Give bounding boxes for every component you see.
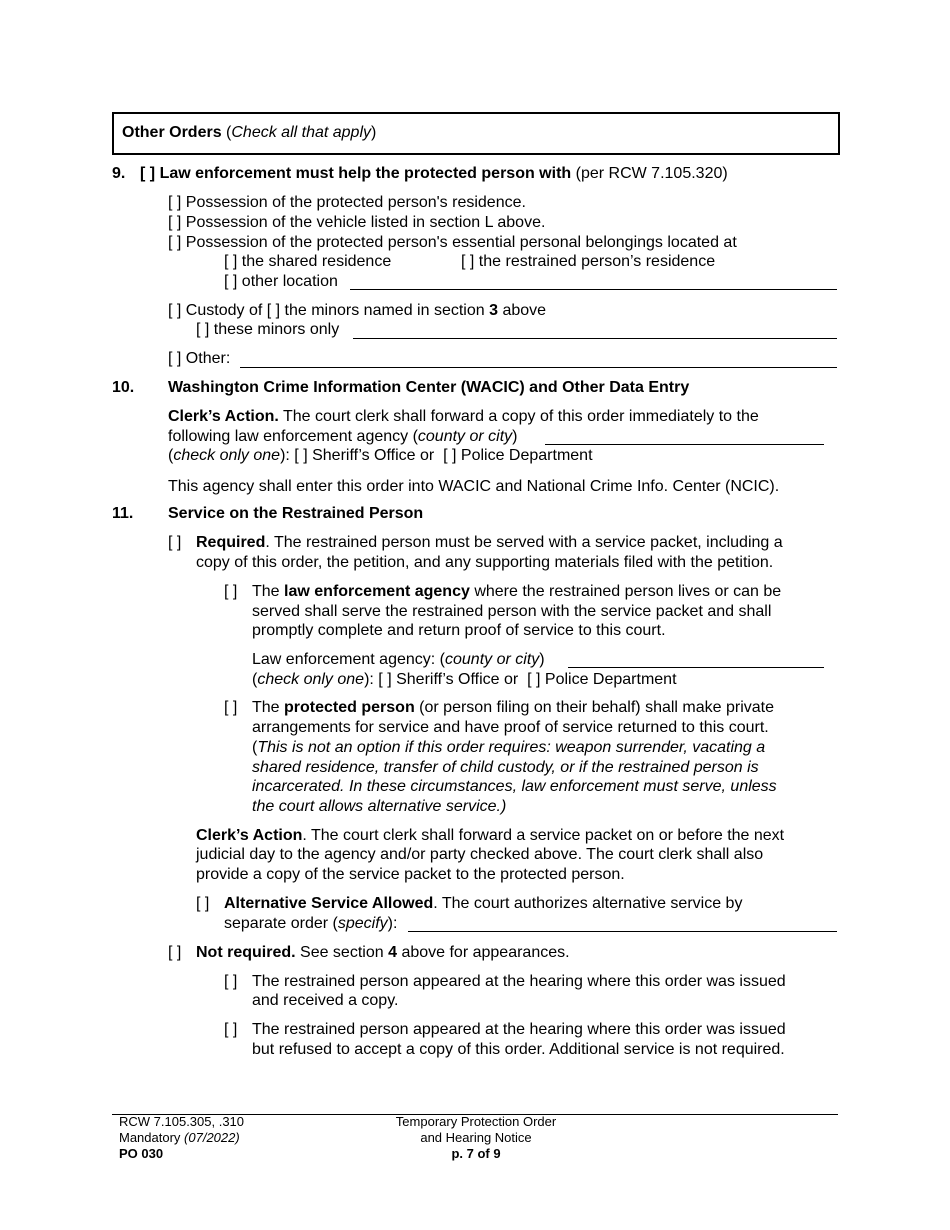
checkbox-other-location[interactable]: [ ] xyxy=(224,273,238,290)
appeared-received-line1: The restrained person appeared at the hearing where this order was issued xyxy=(252,973,786,990)
item-custody: [ ] Custody of [ ] the minors named in section 3 above xyxy=(168,302,547,319)
protected-person-line1: The protected person (or person filing on their behalf) shall make private xyxy=(252,699,775,716)
checkbox-restrained-residence[interactable]: [ ] xyxy=(461,253,475,270)
item-vehicle: [ ] Possession of the vehicle listed in section L above. xyxy=(168,214,546,231)
section-9-number: 9. xyxy=(112,165,126,182)
other-location-field[interactable] xyxy=(350,289,837,290)
protected-person-line2: arrangements for service and have proof of service returned to this court. xyxy=(252,719,769,736)
footer-left: RCW 7.105.305, .310 Mandatory (07/2022) PO 030 xyxy=(119,1114,245,1161)
le-check-line: (check only one): [ ] Sheriff’s Office or [ ] Police Department xyxy=(252,671,677,688)
checkbox-wacic-police[interactable]: [ ] xyxy=(443,447,457,464)
item-belongings: [ ] Possession of the protected person's essential personal belongings located at xyxy=(168,234,737,251)
checkbox-le-police[interactable]: [ ] xyxy=(527,671,541,688)
section-10-heading: Washington Crime Information Center (WACIC) and Other Data Entry xyxy=(168,379,690,396)
footer-center: Temporary Protection Order and Hearing Notice p. 7 of 9 xyxy=(395,1114,557,1161)
sub-shared-residence: [ ] the shared residence xyxy=(224,253,392,270)
sub-restrained-residence: [ ] the restrained person’s residence xyxy=(461,253,716,270)
section-11-number: 11. xyxy=(112,505,134,522)
protected-person-line4: shared residence, transfer of child custody, or if the restrained person is xyxy=(252,759,759,776)
section-10-number: 10. xyxy=(112,379,135,396)
sub-other-location: [ ] other location xyxy=(224,273,338,290)
other-orders-box xyxy=(112,112,840,155)
checkbox-custody[interactable]: [ ] xyxy=(168,302,182,319)
checkbox-vehicle[interactable]: [ ] xyxy=(168,214,182,231)
checkbox-residence[interactable]: [ ] xyxy=(168,194,182,211)
protected-person-line6: the court allows alternative service.) xyxy=(252,798,507,815)
section-9-checkbox[interactable]: [ ] xyxy=(140,165,156,182)
required-line1: Required. The restrained person must be served with a service packet, including a xyxy=(196,534,783,551)
minors-only-field[interactable] xyxy=(353,338,837,339)
wacic-entry-text: This agency shall enter this order into WACIC and National Crime Info. Center (NCIC). xyxy=(168,478,780,495)
law-enforcement-line1: The law enforcement agency where the restrained person lives or can be xyxy=(252,583,782,600)
service-clerk-line2: judicial day to the agency and/or party checked above. The court clerk shall also xyxy=(196,846,764,863)
alternative-service-line2: separate order (specify): xyxy=(224,915,398,932)
checkbox-not-required[interactable]: [ ] xyxy=(168,944,182,961)
checkbox-le-sheriff[interactable]: [ ] xyxy=(378,671,392,688)
not-required-line: Not required. See section 4 above for appearances. xyxy=(196,944,570,961)
service-clerk-line1: Clerk’s Action. The court clerk shall forward a service packet on or before the next xyxy=(196,827,785,844)
wacic-agency-field[interactable] xyxy=(545,444,824,445)
checkbox-other[interactable]: [ ] xyxy=(168,350,182,367)
law-enforcement-line3: promptly complete and return proof of service to this court. xyxy=(252,622,666,639)
appeared-refused-line2: but refused to accept a copy of this order. Additional service is not required. xyxy=(252,1041,785,1058)
checkbox-required[interactable]: [ ] xyxy=(168,534,182,551)
appeared-refused-line1: The restrained person appeared at the hearing where this order was issued xyxy=(252,1021,786,1038)
checkbox-law-enforcement[interactable]: [ ] xyxy=(224,583,238,600)
wacic-agency-line: following law enforcement agency (county or city) xyxy=(168,428,518,445)
checkbox-minors-only[interactable]: [ ] xyxy=(196,321,210,338)
alternative-service-line1: Alternative Service Allowed. The court authorizes alternative service by xyxy=(224,895,743,912)
item-minors-only: [ ] these minors only xyxy=(196,321,340,338)
law-enforcement-line2: served shall serve the restrained person with the service packet and shall xyxy=(252,603,772,620)
protected-person-line5: incarcerated. In these circumstances, law enforcement must serve, unless xyxy=(252,778,777,795)
section-11-heading: Service on the Restrained Person xyxy=(168,505,424,522)
service-clerk-line3: provide a copy of the service packet to the protected person. xyxy=(196,866,625,883)
checkbox-alternative-service[interactable]: [ ] xyxy=(196,895,210,912)
checkbox-shared-residence[interactable]: [ ] xyxy=(224,253,238,270)
checkbox-appeared-refused[interactable]: [ ] xyxy=(224,1021,238,1038)
checkbox-minors-named[interactable]: [ ] xyxy=(266,302,281,319)
protected-person-line3: (This is not an option if this order requires: weapon surrender, vacating a xyxy=(252,739,766,756)
alternative-service-field[interactable] xyxy=(408,931,837,932)
checkbox-appeared-received[interactable]: [ ] xyxy=(224,973,238,990)
checkbox-protected-person[interactable]: [ ] xyxy=(224,699,238,716)
other-field[interactable] xyxy=(240,367,837,368)
wacic-check-line: (check only one): [ ] Sheriff’s Office or [ ] Police Department xyxy=(168,447,593,464)
checkbox-belongings[interactable]: [ ] xyxy=(168,234,182,251)
section-9-heading: [ ] Law enforcement must help the protected person with (per RCW 7.105.320) xyxy=(140,165,728,182)
checkbox-wacic-sheriff[interactable]: [ ] xyxy=(294,447,308,464)
other-orders-heading: Other Orders (Check all that apply) xyxy=(122,124,377,141)
item-residence: [ ] Possession of the protected person's residence. xyxy=(168,194,526,211)
wacic-clerk-action-line1: Clerk’s Action. The court clerk shall forward a copy of this order immediately to the xyxy=(168,408,759,425)
appeared-received-line2: and received a copy. xyxy=(252,992,399,1009)
required-line2: copy of this order, the petition, and any supporting materials filed with the petition. xyxy=(196,554,774,571)
le-agency-field[interactable] xyxy=(568,667,824,668)
item-other: [ ] Other: xyxy=(168,350,231,367)
le-agency-line: Law enforcement agency: (county or city) xyxy=(252,651,545,668)
